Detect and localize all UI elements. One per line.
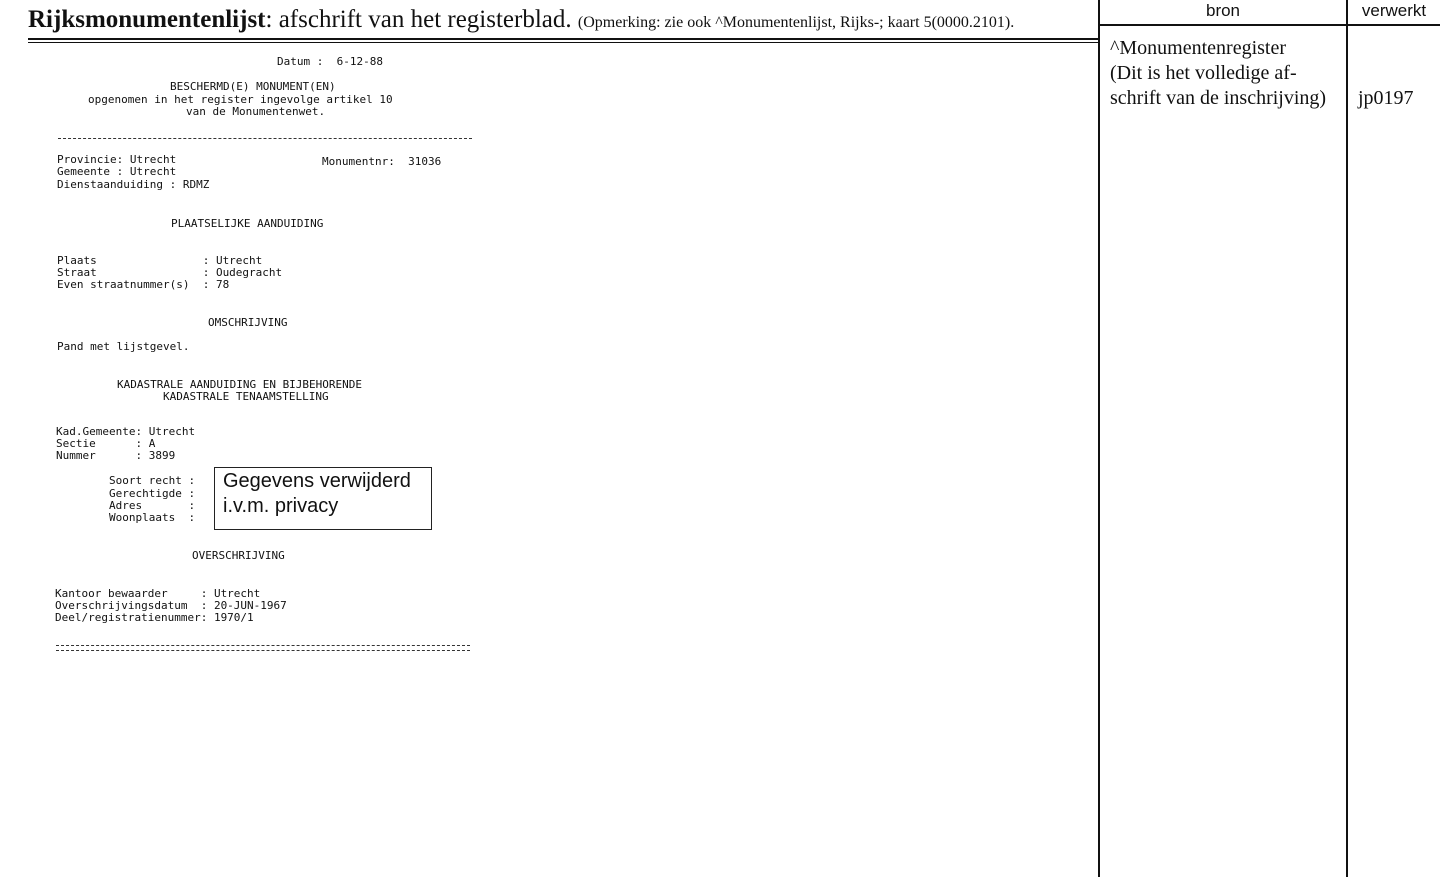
title-note: (Opmerking: zie ook ^Monumentenlijst, Rijks-; kaart 5(0000.2101). — [577, 14, 1015, 31]
verwerkt-entry: jp0197 — [1358, 87, 1414, 109]
sectie-line: Sectie : A — [56, 437, 156, 450]
omschrijving-text: Pand met lijstgevel. — [57, 340, 190, 353]
omschrijving-heading: OMSCHRIJVING — [208, 316, 288, 329]
verwerkt-column-divider — [1346, 0, 1348, 877]
monumentnr-line: Monumentnr: 31036 — [322, 155, 442, 168]
column-header-rule — [1100, 24, 1440, 26]
adres-label: Adres : — [109, 499, 196, 512]
nummer-line: Nummer : 3899 — [56, 449, 176, 462]
register-title-1: BESCHERMD(E) MONUMENT(EN) — [170, 80, 336, 93]
plaatselijke-heading: PLAATSELIJKE AANDUIDING — [171, 217, 324, 230]
kadastrale-heading-1: KADASTRALE AANDUIDING EN BIJBEHORENDE — [117, 378, 363, 391]
register-title-3: van de Monumentenwet. — [186, 105, 326, 118]
verwerkt-column-header: verwerkt — [1361, 1, 1427, 20]
bron-column-header: bron — [1205, 1, 1241, 20]
dienstaanduiding-line: Dienstaanduiding : RDMZ — [57, 178, 210, 191]
provincie-line: Provincie: Utrecht — [57, 153, 177, 166]
page-title — [28, 4, 1100, 39]
even-straatnummer-line: Even straatnummer(s) : 78 — [57, 278, 230, 291]
straat-line: Straat : Oudegracht — [57, 266, 283, 279]
title-bold: Rijksmonumentenlijst — [28, 6, 266, 33]
bron-entry — [1110, 36, 1346, 111]
bron-column-divider — [1098, 0, 1100, 877]
overschrijvingsdatum-line: Overschrijvingsdatum : 20-JUN-1967 — [55, 599, 287, 612]
gemeente-line: Gemeente : Utrecht — [57, 165, 177, 178]
privacy-line: i.v.m. privacy — [223, 495, 339, 517]
double-dashed-separator — [56, 645, 470, 651]
main-underline — [28, 42, 1100, 43]
datum-line: Datum : 6-12-88 — [277, 55, 383, 68]
kadastrale-heading-2: KADASTRALE TENAAMSTELLING — [163, 390, 329, 403]
dashed-separator — [58, 138, 472, 139]
privacy-line: Gegevens verwijderd — [223, 470, 411, 492]
kad-gemeente-line: Kad.Gemeente: Utrecht — [56, 425, 196, 438]
overschrijving-heading: OVERSCHRIJVING — [192, 549, 285, 562]
gerechtigde-label: Gerechtigde : — [109, 487, 196, 500]
bron-line: schrift van de inschrijving) — [1110, 87, 1327, 109]
heading-underline — [28, 38, 1100, 40]
woonplaats-label: Woonplaats : — [109, 511, 196, 524]
deel-line: Deel/registratienummer: 1970/1 — [55, 611, 254, 624]
soort-recht-label: Soort recht : — [109, 474, 196, 487]
register-title-2: opgenomen in het register ingevolge artikel 10 — [88, 93, 393, 106]
title-rest: : afschrift van het registerblad. — [265, 6, 572, 33]
bron-line: (Dit is het volledige af- — [1110, 62, 1297, 84]
privacy-redaction-box — [214, 467, 432, 530]
bron-line: ^Monumentenregister — [1110, 37, 1287, 59]
plaats-line: Plaats : Utrecht — [57, 254, 263, 267]
kantoor-line: Kantoor bewaarder : Utrecht — [55, 587, 261, 600]
